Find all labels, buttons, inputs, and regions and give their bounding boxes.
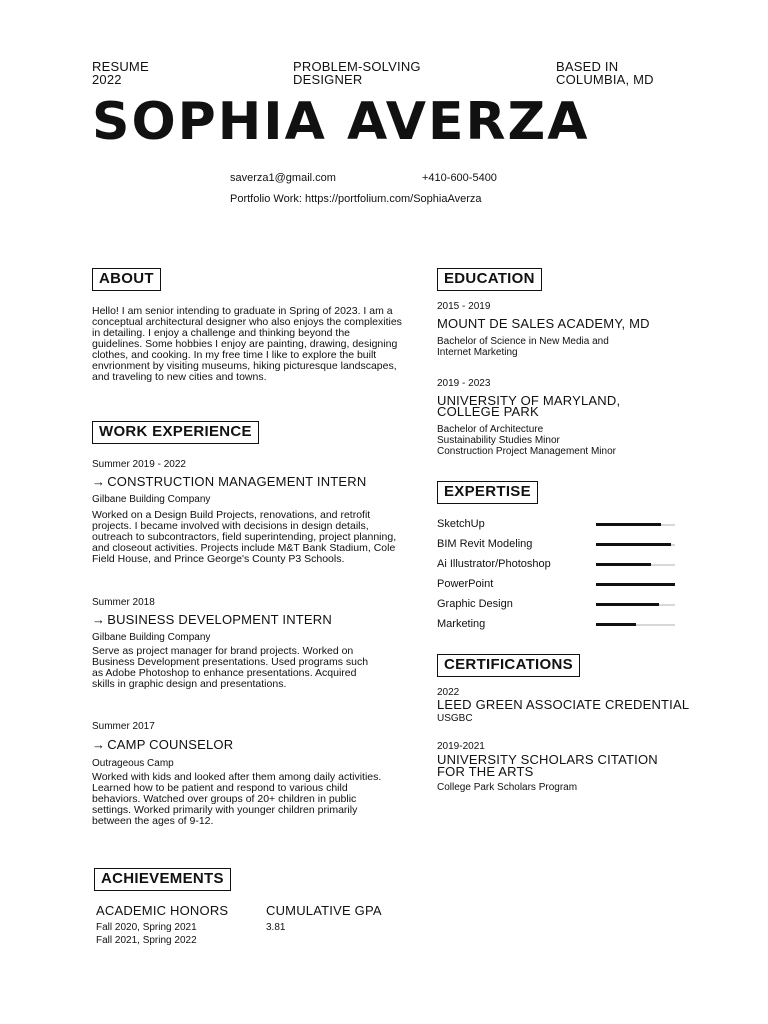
role-label [293, 60, 421, 86]
job-title [92, 474, 366, 489]
skill-bar [596, 564, 675, 566]
skill-label: BIM Revit Modeling [437, 538, 533, 550]
skill-bar-fill [596, 583, 675, 586]
certification-title: LEED GREEN ASSOCIATE CREDENTIAL [437, 697, 690, 712]
skill-bar [596, 544, 675, 546]
gpa-value: 3.81 [266, 922, 286, 933]
resume-label [92, 60, 149, 86]
job-title-text: CAMP COUNSELOR [107, 737, 234, 752]
portfolio-link[interactable]: Portfolio Work: https://portfolium.com/SophiaAverza [230, 193, 482, 205]
certification-issuer: College Park Scholars Program [437, 782, 578, 793]
expertise-heading: EXPERTISE [437, 481, 538, 504]
skill-bar [596, 584, 675, 586]
school-name-line1: UNIVERSITY OF MARYLAND, [437, 393, 621, 408]
skill-bar-fill [596, 623, 636, 626]
job-company: Gilbane Building Company [92, 632, 211, 643]
education-heading: EDUCATION [437, 268, 542, 291]
school-name-line2: COLLEGE PARK [437, 404, 539, 419]
skill-bar-fill [596, 523, 661, 526]
job-date: Summer 2019 - 2022 [92, 459, 186, 470]
about-text: Hello! I am senior intending to graduate in Spring of 2023. I am a conceptual architectural designer who also enjoys the complexities in detailing. I enjoy a challenge and thinking beyond the guidelines. Some hobbies I enjoy are painting, drawing, designing clothes, and cooking. In my free time I like to explore the built envrionment by visiting museums, hiking picturesque landscapes, and traveling to new cities and towns. [92, 305, 402, 383]
education-detail: Internet Marketing [437, 347, 518, 358]
job-company: Gilbane Building Company [92, 494, 211, 505]
arrow-right-icon: → [92, 737, 106, 752]
job-title [92, 612, 332, 627]
skill-label: PowerPoint [437, 578, 494, 590]
achievements-heading: ACHIEVEMENTS [94, 868, 231, 891]
job-description: Worked with kids and looked after them among daily activities. Learned how to be patient and respond to various child behaviors. Watched over groups of 20+ children in public settings. Worked primarily with younger children primarily between the ages of 9-12. [92, 771, 382, 827]
education-detail: Bachelor of Architecture [437, 424, 544, 435]
skill-label: Graphic Design [437, 598, 513, 610]
skill-bar [596, 604, 675, 606]
skill-bar [596, 624, 675, 626]
arrow-right-icon: → [92, 474, 106, 489]
email[interactable]: saverza1@gmail.com [230, 172, 336, 184]
job-date: Summer 2017 [92, 721, 155, 732]
education-date: 2019 - 2023 [437, 378, 491, 389]
education-detail: Sustainability Studies Minor [437, 435, 560, 446]
work-experience-heading: WORK EXPERIENCE [92, 421, 259, 444]
certification-title-line1: UNIVERSITY SCHOLARS CITATION [437, 752, 658, 767]
skill-bar-fill [596, 543, 671, 546]
academic-honors-line2: Fall 2021, Spring 2022 [96, 935, 197, 946]
full-name: SOPHIA AVERZA [92, 92, 590, 152]
skill-label: SketchUp [437, 518, 485, 530]
location-line1: BASED IN [556, 59, 619, 74]
job-date: Summer 2018 [92, 597, 155, 608]
skill-label: Marketing [437, 618, 486, 630]
location-label [556, 60, 654, 86]
education-detail: Bachelor of Science in New Media and [437, 336, 609, 347]
skill-bar [596, 524, 675, 526]
job-company: Outrageous Camp [92, 758, 174, 769]
academic-honors-line1: Fall 2020, Spring 2021 [96, 922, 197, 933]
job-description: Worked on a Design Build Projects, renovations, and retrofit projects. I became involved with decisions in design details, outreach to subcontractors, field superintending, project planning, and closeout activities. Projects include M&T Bank Stadium, Cole Field House, and Prince George's County P3 Schools. [92, 509, 397, 565]
about-heading: ABOUT [92, 268, 161, 291]
gpa-title: CUMULATIVE GPA [266, 903, 382, 918]
role-line2: DESIGNER [293, 72, 363, 87]
skill-bar-fill [596, 603, 659, 606]
job-description: Serve as project manager for brand projects. Worked on Business Development presentations. Used programs such as Adobe Photoshop to enhance presentations. Acquired skills in graphic design and presentations. [92, 645, 369, 690]
certification-title-line2: FOR THE ARTS [437, 764, 534, 779]
location-line2: COLUMBIA, MD [556, 72, 654, 87]
job-title-text: BUSINESS DEVELOPMENT INTERN [107, 612, 332, 627]
certifications-heading: CERTIFICATIONS [437, 654, 580, 677]
job-title-text: CONSTRUCTION MANAGEMENT INTERN [107, 474, 367, 489]
role-line1: PROBLEM-SOLVING [293, 59, 421, 74]
school-name: MOUNT DE SALES ACADEMY, MD [437, 316, 650, 331]
arrow-right-icon: → [92, 612, 106, 627]
certification-issuer: USGBC [437, 713, 473, 724]
academic-honors-title: ACADEMIC HONORS [96, 903, 229, 918]
education-detail: Construction Project Management Minor [437, 446, 616, 457]
education-date: 2015 - 2019 [437, 301, 491, 312]
certification-date: 2019-2021 [437, 741, 485, 752]
skill-bar-fill [596, 563, 651, 566]
job-title [92, 737, 233, 752]
resume-label-line1: RESUME [92, 59, 149, 74]
certification-date: 2022 [437, 687, 460, 698]
phone[interactable]: +410-600-5400 [422, 172, 497, 184]
skill-label: Ai Illustrator/Photoshop [437, 558, 551, 570]
resume-year: 2022 [92, 72, 122, 87]
